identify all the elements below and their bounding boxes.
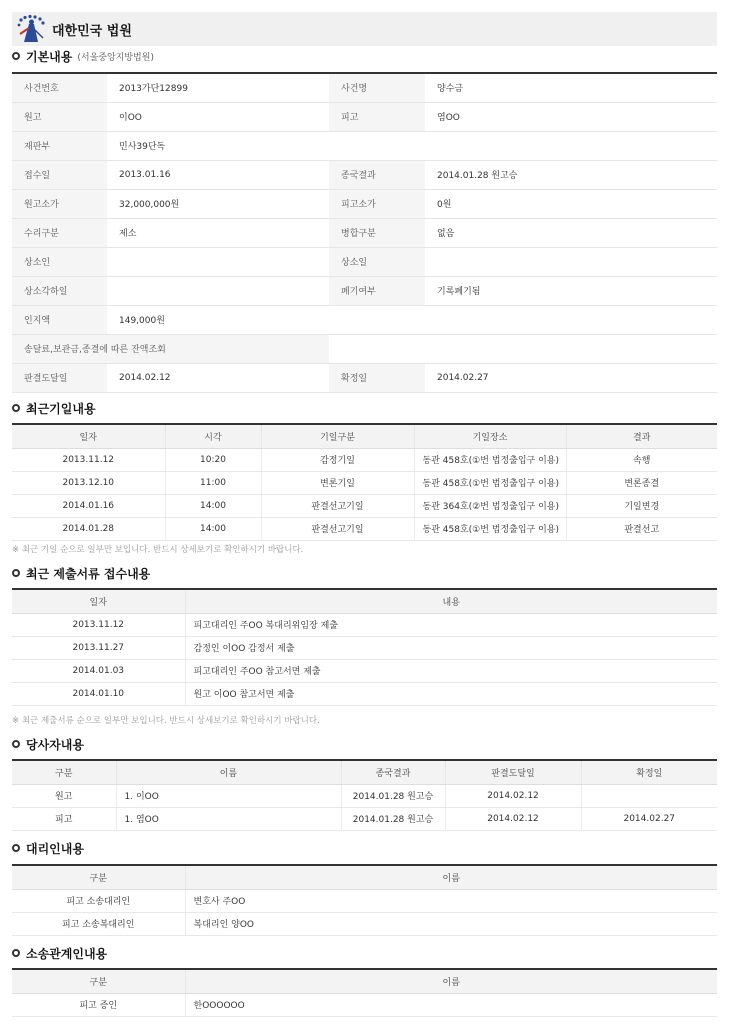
info-value: 2014.02.27 (425, 363, 717, 392)
column-header: 기일장소 (414, 424, 566, 448)
table-cell: 2014.01.10 (12, 682, 185, 705)
info-value (329, 334, 717, 363)
table-cell: 원고 이OO 참고서면 제출 (185, 682, 717, 705)
info-value: 염OO (425, 102, 717, 131)
site-title: 대한민국 법원 (52, 23, 132, 39)
info-label (329, 305, 425, 334)
info-value (107, 247, 329, 276)
info-label (329, 131, 425, 160)
parties-section-title: 당사자내용 (12, 736, 84, 752)
column-header: 기일구분 (261, 424, 414, 448)
documents-section-title: 최근 제출서류 접수내용 (12, 565, 150, 581)
table-cell: 판결선고기일 (261, 494, 414, 517)
table-cell: 2014.01.28 원고승 (341, 784, 445, 807)
info-value: 기록폐기됨 (425, 276, 717, 305)
table-cell: 변호사 주OO (185, 889, 717, 912)
table-row (12, 471, 717, 494)
info-value (425, 131, 717, 160)
court-name: (서울중앙지방법원) (77, 52, 154, 63)
table-cell: 2014.01.03 (12, 659, 185, 682)
info-label: 폐기여부 (329, 276, 425, 305)
column-header: 이름 (185, 865, 717, 889)
table-row (12, 682, 717, 705)
table-cell (581, 784, 717, 807)
bullet-icon (12, 949, 20, 957)
documents-table (12, 588, 717, 706)
info-value: 이OO (107, 102, 329, 131)
info-row (12, 247, 717, 276)
table-cell: 피고 소송복대리인 (12, 912, 185, 935)
table-row (12, 807, 717, 830)
info-value: 2013.01.16 (107, 160, 329, 189)
column-header: 판결도달일 (445, 760, 581, 784)
info-label: 확정일 (329, 363, 425, 392)
table-cell: 2013.11.12 (12, 613, 185, 636)
table-row (12, 494, 717, 517)
table-cell: 감정인 이OO 감정서 제출 (185, 636, 717, 659)
table-cell: 2014.01.28 (12, 517, 165, 540)
table-cell: 원고 (12, 784, 116, 807)
info-label: 상소각하일 (12, 276, 107, 305)
info-label: 종국결과 (329, 160, 425, 189)
table-row (12, 636, 717, 659)
table-cell: 한OOOOOO (185, 993, 717, 1016)
column-header: 구분 (12, 969, 185, 993)
column-header: 확정일 (581, 760, 717, 784)
table-row (12, 912, 717, 935)
info-value (425, 247, 717, 276)
info-row (12, 363, 717, 392)
info-value: 32,000,000원 (107, 189, 329, 218)
column-header: 구분 (12, 865, 185, 889)
table-row (12, 784, 717, 807)
column-header: 일자 (12, 424, 165, 448)
info-value: 149,000원 (107, 305, 329, 334)
hearings-section-title: 최근기일내용 (12, 400, 96, 416)
table-cell: 2014.01.28 원고승 (341, 807, 445, 830)
info-value: 양수금 (425, 73, 717, 102)
table-cell: 동관 458호(①번 법정출입구 이용) (414, 471, 566, 494)
column-header: 시각 (165, 424, 261, 448)
info-row (12, 189, 717, 218)
column-header: 이름 (116, 760, 341, 784)
info-label: 재판부 (12, 131, 107, 160)
table-cell: 복대리인 양OO (185, 912, 717, 935)
info-row (12, 218, 717, 247)
table-cell: 피고 (12, 807, 116, 830)
table-cell: 1. 이OO (116, 784, 341, 807)
table-cell: 11:00 (165, 471, 261, 494)
info-value: 제소 (107, 218, 329, 247)
info-label: 상소일 (329, 247, 425, 276)
table-cell: 14:00 (165, 517, 261, 540)
basic-info-table (12, 72, 717, 393)
table-cell: 피고 소송대리인 (12, 889, 185, 912)
documents-note: ※ 최근 제출서류 순으로 일부만 보입니다. 반드시 상세보기로 확인하시기 바랍니다. (12, 716, 320, 726)
column-header: 이름 (185, 969, 717, 993)
info-row (12, 73, 717, 102)
table-row (12, 659, 717, 682)
table-cell: 속행 (566, 448, 717, 471)
info-label: 접수일 (12, 160, 107, 189)
info-row (12, 102, 717, 131)
related-table (12, 968, 717, 1017)
info-label: 원고 (12, 102, 107, 131)
info-label: 사건명 (329, 73, 425, 102)
agents-table (12, 864, 717, 936)
table-cell: 10:20 (165, 448, 261, 471)
table-cell: 2013.11.12 (12, 448, 165, 471)
info-label: 송달료,보관금,종결에 따른 잔액조회 (12, 334, 329, 363)
info-label: 수리구분 (12, 218, 107, 247)
table-cell: 2013.11.27 (12, 636, 185, 659)
related-section-title: 소송관계인내용 (12, 945, 107, 961)
info-label: 피고소가 (329, 189, 425, 218)
bullet-icon (12, 52, 20, 60)
info-row (12, 334, 717, 363)
info-label: 사건번호 (12, 73, 107, 102)
info-value: 2013가단12899 (107, 73, 329, 102)
table-cell: 2014.02.12 (445, 807, 581, 830)
parties-table (12, 759, 717, 831)
info-value: 2014.01.28 원고승 (425, 160, 717, 189)
table-cell: 동관 458호(①번 법정출입구 이용) (414, 517, 566, 540)
column-header: 일자 (12, 589, 185, 613)
info-label: 원고소가 (12, 189, 107, 218)
table-cell: 피고대리인 주OO 참고서면 제출 (185, 659, 717, 682)
info-label: 인지액 (12, 305, 107, 334)
table-cell: 판결선고기일 (261, 517, 414, 540)
info-value: 민사39단독 (107, 131, 329, 160)
table-row (12, 517, 717, 540)
bullet-icon (12, 569, 20, 577)
info-value (425, 305, 717, 334)
table-cell: 변론기일 (261, 471, 414, 494)
table-cell: 기일변경 (566, 494, 717, 517)
table-cell: 피고대리인 주OO 복대리위임장 제출 (185, 613, 717, 636)
info-row (12, 305, 717, 334)
hearings-note: ※ 최근 기일 순으로 일부만 보입니다. 반드시 상세보기로 확인하시기 바랍니다. (12, 545, 304, 555)
bullet-icon (12, 740, 20, 748)
table-cell: 14:00 (165, 494, 261, 517)
info-value: 없음 (425, 218, 717, 247)
column-header: 내용 (185, 589, 717, 613)
table-cell: 2014.02.27 (581, 807, 717, 830)
table-cell: 피고 증인 (12, 993, 185, 1016)
site-header (12, 12, 717, 46)
info-label: 병합구분 (329, 218, 425, 247)
table-cell: 동관 364호(②번 법정출입구 이용) (414, 494, 566, 517)
hearings-table (12, 423, 717, 541)
table-cell: 2014.02.12 (445, 784, 581, 807)
column-header: 결과 (566, 424, 717, 448)
bullet-icon (12, 404, 20, 412)
table-cell: 2014.01.16 (12, 494, 165, 517)
table-cell: 변론종결 (566, 471, 717, 494)
info-label: 상소인 (12, 247, 107, 276)
info-row (12, 276, 717, 305)
table-cell: 동관 458호(①번 법정출입구 이용) (414, 448, 566, 471)
info-value: 2014.02.12 (107, 363, 329, 392)
table-cell: 2013.12.10 (12, 471, 165, 494)
column-header: 종국결과 (341, 760, 445, 784)
table-row (12, 613, 717, 636)
table-cell: 1. 염OO (116, 807, 341, 830)
table-row (12, 889, 717, 912)
table-cell: 판결선고 (566, 517, 717, 540)
info-label: 피고 (329, 102, 425, 131)
info-value: 0원 (425, 189, 717, 218)
basic-section-title: 기본내용 (서울중앙지방법원) (12, 48, 154, 64)
info-row (12, 131, 717, 160)
info-value (107, 276, 329, 305)
court-logo-icon (12, 12, 52, 46)
table-row (12, 993, 717, 1016)
bullet-icon (12, 844, 20, 852)
info-label: 판결도달일 (12, 363, 107, 392)
agents-section-title: 대리인내용 (12, 840, 84, 856)
table-row (12, 448, 717, 471)
table-cell: 감정기일 (261, 448, 414, 471)
info-row (12, 160, 717, 189)
column-header: 구분 (12, 760, 116, 784)
